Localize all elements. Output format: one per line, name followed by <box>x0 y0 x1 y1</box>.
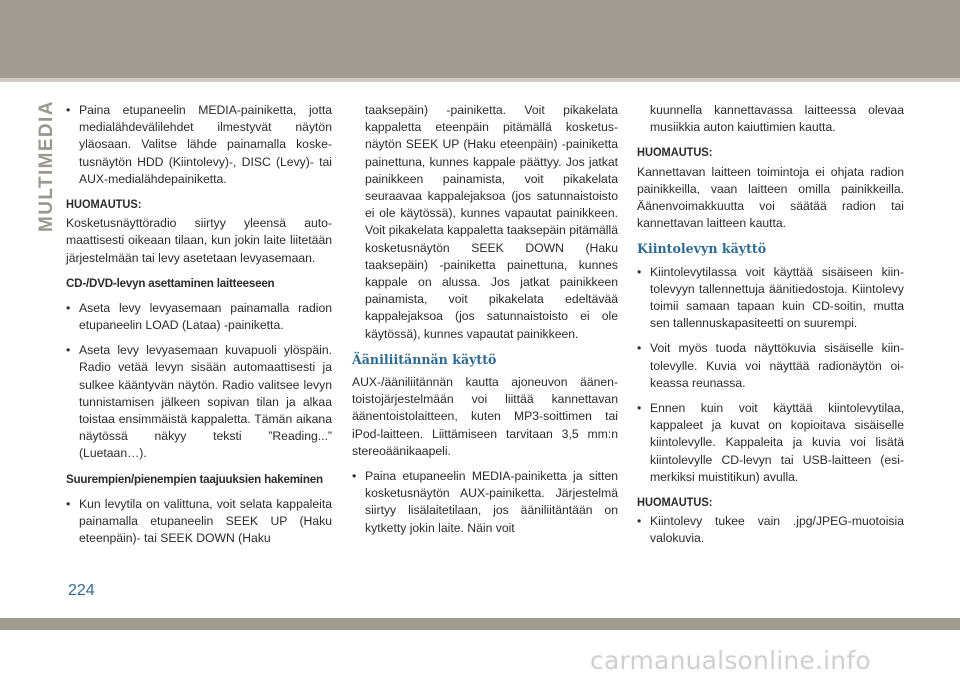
seek-continuation: taaksepäin) -painiketta. Voit pikakelata kappaletta eteenpäin pitämällä kosketusnäytön SEEK UP (Haku eteenpäin) -painiketta painettuna, kunnes kappale päättyy. Jos jatkat painikkeen painamista, voit pikakelata seuraavaa kappalejaksoa (jos satunnaistoisto ei ole käytössä), kunnes vapautat painikkeen. Voit pikakelata kappaletta taaksepäin pitämällä kosketusnäytön SEEK DOWN (Haku taaksepäin) -painiketta painettuna, kunnes kappale on alussa. Jos jatkat painikkeen painamista, voit pikakelata edeltävää kappalejaksoa (jos satunnaistoisto ei ole käytössä), kunnes vapautat painikkeen. <box>365 103 618 341</box>
bullet-media-button: • Paina etupaneelin MEDIA-painiketta, jotta medialähdevälilehdet ilmestyvät näytön yläosaan. Valitse lähde painamalla kosketusnäytön HDD (Kiintolevy)-, DISC (Levy)- tai AUX-medialähdepainiketta. <box>66 102 332 188</box>
bullet-hdd-copy: • Ennen kuin voit käyttää kiintolevytilaa, kappaleet ja kuvat on kopioitava sisäiselle kiintolevylle. Kappaleita ja kuvia voi lisätä kiintolevylle CD-levyn tai USB-laitteen (esimerkiksi muistitikun) avulla. <box>637 400 904 486</box>
column-2 <box>352 102 618 545</box>
bullet-hdd-images: • Voit myös tuoda näyttökuvia sisäiselle kiintolevylle. Kuvia voi näyttää radionäytön oikeassa reunassa. <box>637 340 904 392</box>
page-number: 224 <box>68 582 95 599</box>
bullet-jpeg: • Kiintolevy tukee vain .jpg/JPEG-muotoisia valokuvia. <box>637 513 904 547</box>
note-text: Kosketusnäyttöradio siirtyy yleensä automaattisesti oikeaan tilaan, kun jokin laite liitetään järjestelmään tai levy asetetaan levyasemaan. <box>66 216 332 265</box>
aux-paragraph: AUX-/ääniliitännän kautta ajoneuvon äänentoistojärjestelmään voi liittää kannettavan äänentoistolaitteen, kuten MP3-soittimen tai iPod-laitteen. Liittämiseen tarvitaan 3,5 mm:n stereoäänikaapeli. <box>352 375 618 458</box>
bullet-seek: • Kun levytila on valittuna, voit selata kappaleita painamalla etupaneelin SEEK UP (Haku eteenpäin)- tai SEEK DOWN (Haku <box>66 496 332 548</box>
heading-aux: Ääniliitännän käyttö <box>352 351 497 367</box>
bottom-band <box>0 618 960 630</box>
column-3 <box>637 102 904 556</box>
note-label-3: HUOMAUTUS: <box>637 495 713 510</box>
subheading-insert-disc: CD-/DVD-levyn asettaminen laitteeseen <box>66 276 275 290</box>
subheading-seek: Suurempien/pienempien taajuuksien hakeminen <box>66 472 323 486</box>
column-1 <box>66 102 332 555</box>
watermark-text: carmanualsonline.info <box>590 646 871 675</box>
top-band-edge <box>0 78 960 82</box>
note-label: HUOMAUTUS: <box>66 197 142 212</box>
section-label: MULTIMEDIA <box>36 100 57 232</box>
bullet-insert-disc: • Aseta levy levyasemaan kuvapuoli ylöspäin. Radio vetää levyn sisään automaattisesti ja sulkee kääntyvän näytön. Radio valitsee levyn tunnistamisen jälkeen sopivan tilan ja alkaa toistaa ensimmäistä kappaletta. Tämän aikana näytössä näkyy teksti ”Reading...” (Luetaan…). <box>66 342 332 462</box>
bullet-hdd-mode: • Kiintolevytilassa voit käyttää sisäiseen kiintolevyyn tallennettuja äänitiedostoja. Kiintolevy toimii samaan tapaan kuin CD-soitin, mutta sen tallennuskapasiteetti on suurempi. <box>637 264 904 333</box>
note-text-2: Kannettavan laitteen toimintoja ei ohjata radion painikkeilla, vaan laitteen omilla painikkeilla. Äänenvoimakkuutta voi säätää radion tai kannettavan laitteen kautta. <box>637 164 904 231</box>
note-label-2: HUOMAUTUS: <box>637 145 713 160</box>
bullet-aux: • Paina etupaneelin MEDIA-painiketta ja sitten kosketusnäytön AUX-painiketta. Järjestelmä siirtyy lisälaitetilaan, jos ääniliitäntään on kytketty jokin laite. Näin voit <box>352 468 618 537</box>
aux-continuation: kuunnella kannettavassa laitteessa olevaa musiikkia auton kaiuttimien kautta. <box>650 103 904 135</box>
top-band <box>0 0 960 78</box>
heading-hdd: Kiintolevyn käyttö <box>637 241 767 257</box>
bullet-load-button: • Aseta levy levyasemaan painamalla radion etupaneelin LOAD (Lataa) -painiketta. <box>66 300 332 334</box>
